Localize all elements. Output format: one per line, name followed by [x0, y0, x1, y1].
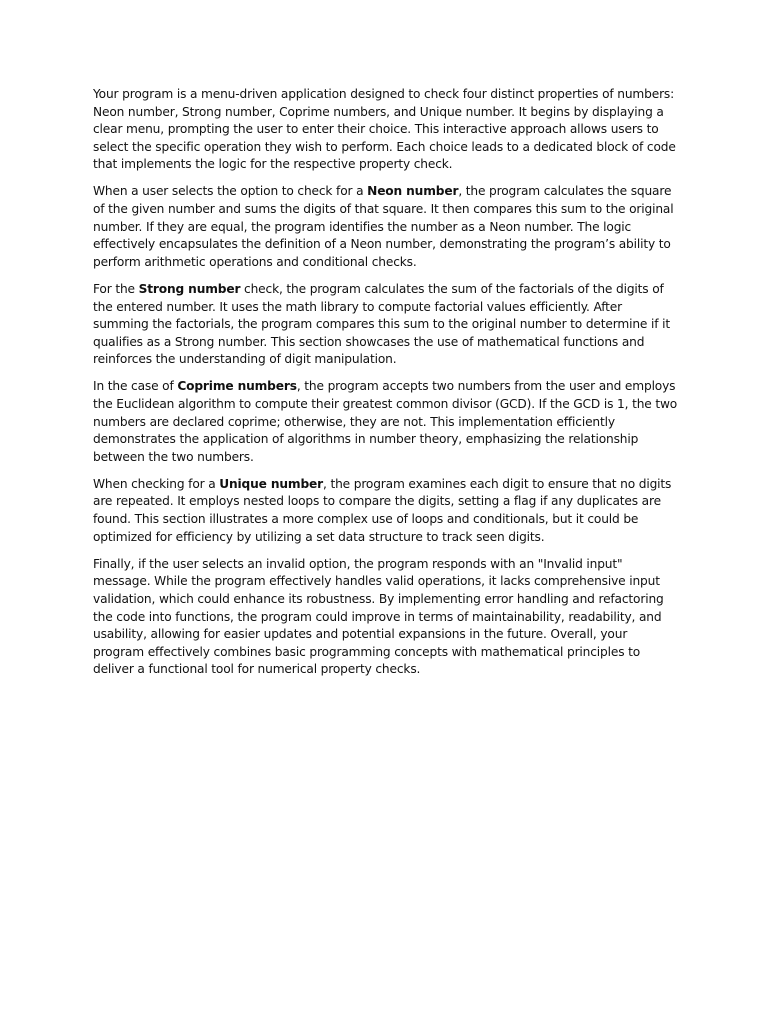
paragraph-coprime-numbers	[93, 378, 678, 466]
paragraph-text: Finally, if the user selects an invalid option, the program responds with an "Invalid input" message. While the program effectively handles valid operations, it lacks comprehensive input validation, which could enhance its robustness. By implementing error handling and refactoring the code into functions, the program could improve in terms of maintainability, readability, and usability, allowing for easier updates and potential expansions in the future. Overall, your program effectively combines basic programming concepts with mathematical principles to deliver a functional tool for numerical property checks.	[93, 556, 664, 677]
paragraph-text: When a user selects the option to check for a	[93, 184, 368, 199]
paragraph-conclusion	[93, 556, 678, 679]
paragraph-text: check, the program calculates the sum of the factorials of the digits of the entered number. It uses the math library to compute factorial values efficiently. After summing the factorials, the program compares this sum to the original number to determine if it qualifies as a Strong number. This section showcases the use of mathematical functions and reinforces the understanding of digit manipulation.	[93, 281, 670, 367]
paragraph-neon-number	[93, 183, 678, 271]
paragraph-text: , the program accepts two numbers from the user and employs the Euclidean algorithm to compute their greatest common divisor (GCD). If the GCD is 1, the two numbers are declared coprime; otherwise, they are not. This implementation efficiently demonstrates the application of algorithms in number theory, emphasizing the relationship between the two numbers.	[93, 379, 678, 464]
document-body	[93, 86, 678, 688]
paragraph-text: , the program calculates the square of the given number and sums the digits of that square. It then compares this sum to the original number. If they are equal, the program identifies the number as a Neon number. The logic effectively encapsulates the definition of a Neon number, demonstrating the program’s ability to perform arithmetic operations and conditional checks.	[93, 184, 674, 269]
paragraph-text: , the program examines each digit to ensure that no digits are repeated. It employs nested loops to compare the digits, setting a flag if any duplicates are found. This section illustrates a more complex use of loops and conditionals, but it could be optimized for efficiency by utilizing a set data structure to track seen digits.	[93, 476, 672, 544]
paragraph-text: In the case of	[93, 379, 178, 394]
paragraph-unique-number	[93, 476, 678, 546]
term-strong-number: Strong number	[138, 281, 241, 296]
paragraph-text: When checking for a	[93, 476, 220, 491]
term-neon-number: Neon number	[367, 184, 459, 199]
paragraph-intro	[93, 86, 678, 174]
paragraph-text: Your program is a menu-driven application designed to check four distinct properties of numbers: Neon number, Strong number, Coprime numbers, and Unique number. It begins by displaying a clear menu, prompting the user to enter their choice. This interactive approach allows users to select the specific operation they wish to perform. Each choice leads to a dedicated block of code that implements the logic for the respective property check.	[93, 87, 676, 172]
term-unique-number: Unique number	[219, 476, 324, 491]
paragraph-text: For the	[93, 281, 139, 296]
term-coprime-numbers: Coprime numbers	[177, 379, 297, 394]
paragraph-strong-number	[93, 281, 678, 369]
